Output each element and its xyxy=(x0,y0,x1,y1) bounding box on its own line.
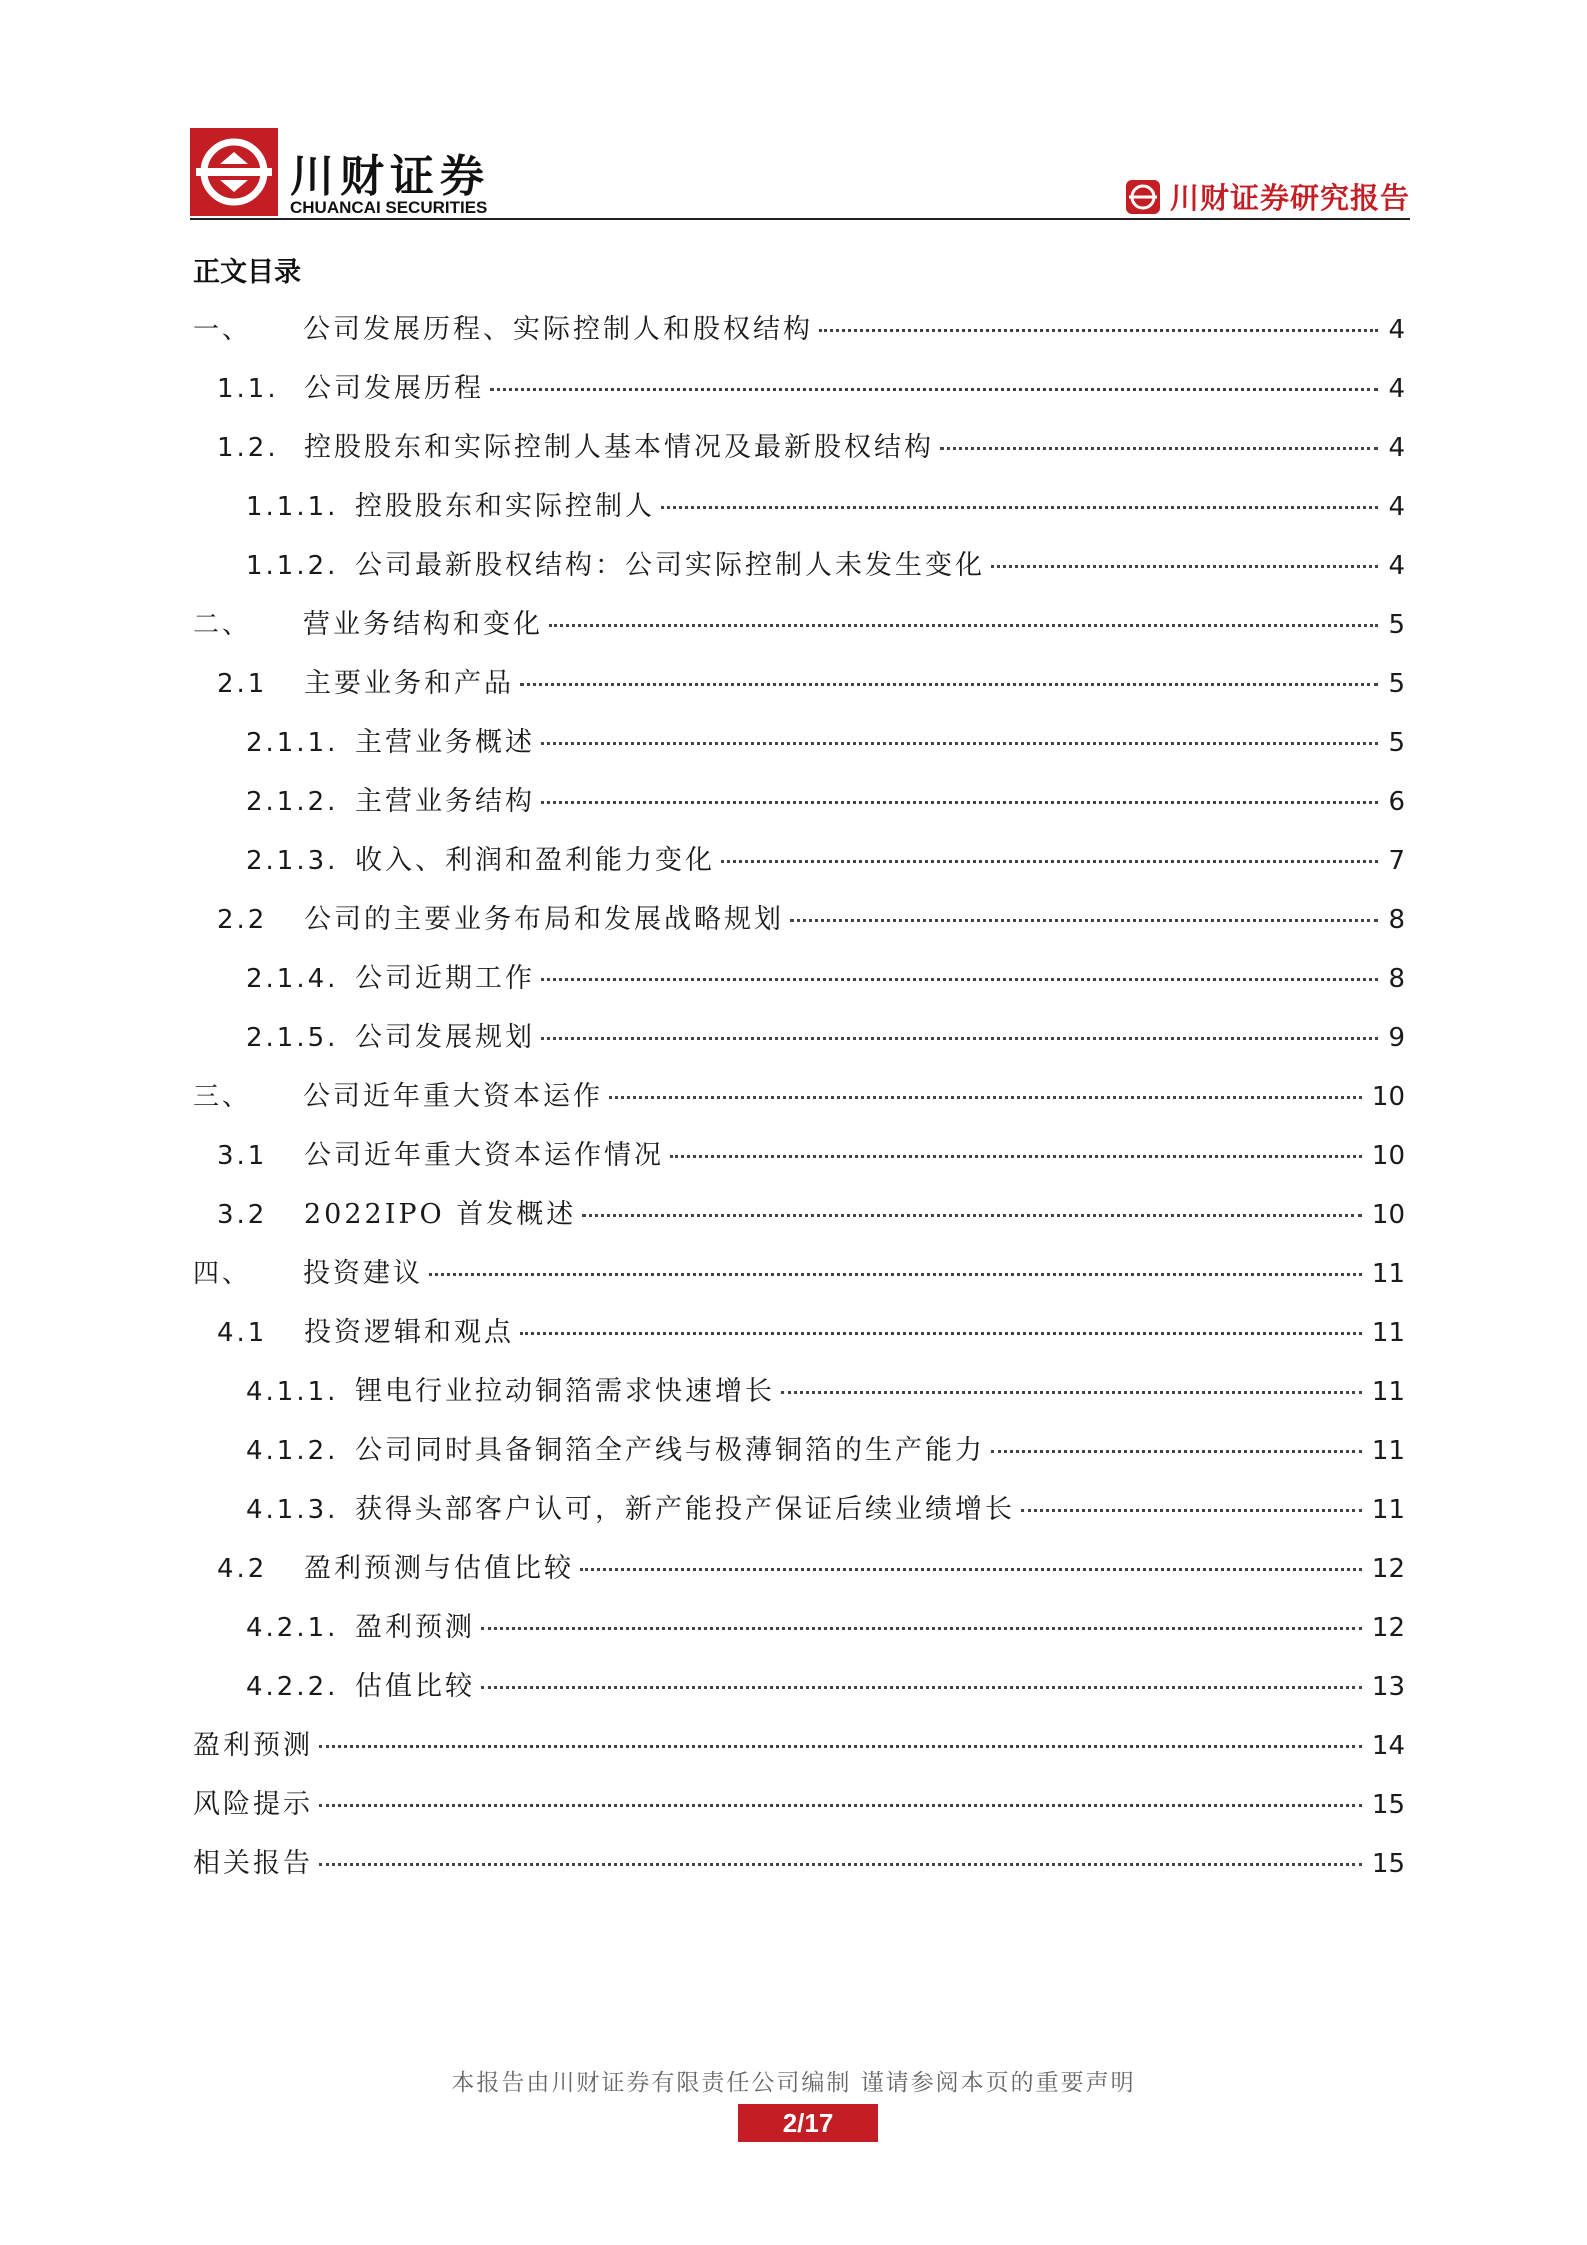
toc-entry[interactable] xyxy=(193,1487,1405,1546)
toc-entry[interactable] xyxy=(193,1369,1405,1428)
toc-entry-number: 2.1.5. xyxy=(246,1023,339,1053)
toc-entry-number: 2.1.3. xyxy=(246,846,339,876)
toc-entry-page[interactable]: 6 xyxy=(1388,787,1405,817)
toc-entry-number: 1.1. xyxy=(217,374,279,404)
toc-dot-leader xyxy=(580,1568,1362,1571)
toc-entry-title[interactable]: 风险提示 xyxy=(193,1789,313,1820)
toc-entry-page[interactable]: 5 xyxy=(1388,728,1405,758)
toc-entry-number: 2.1.2. xyxy=(246,787,339,817)
toc-entry-page[interactable]: 5 xyxy=(1388,669,1405,699)
toc-entry-title[interactable]: 投资逻辑和观点 xyxy=(304,1317,514,1348)
toc-entry-number: 2.2 xyxy=(217,905,268,935)
toc-dot-leader xyxy=(541,801,1378,804)
toc-entry-page[interactable]: 4 xyxy=(1388,551,1405,581)
toc-entry-page[interactable]: 5 xyxy=(1388,610,1405,640)
toc-entry-page[interactable]: 15 xyxy=(1371,1790,1405,1820)
toc-entry[interactable] xyxy=(193,661,1405,720)
toc-heading: 正文目录 xyxy=(193,257,301,288)
toc-entry-number: 4.2.2. xyxy=(246,1672,339,1702)
toc-entry-title[interactable]: 控股股东和实际控制人 xyxy=(355,491,655,522)
toc-entry-title[interactable]: 公司发展历程、实际控制人和股权结构 xyxy=(303,314,813,345)
toc-entry-title[interactable]: 盈利预测 xyxy=(193,1730,313,1761)
toc-entry-title[interactable]: 主营业务结构 xyxy=(355,786,535,817)
toc-entry-number: 1.2. xyxy=(217,433,279,463)
toc-entry[interactable] xyxy=(193,779,1405,838)
toc-entry[interactable] xyxy=(193,1192,1405,1251)
toc-entry-page[interactable]: 4 xyxy=(1388,492,1405,522)
toc-entry-title[interactable]: 盈利预测 xyxy=(355,1612,475,1643)
toc-entry-page[interactable]: 8 xyxy=(1388,964,1405,994)
toc-entry[interactable] xyxy=(193,1133,1405,1192)
toc-dot-leader xyxy=(609,1096,1362,1099)
toc-entry-title[interactable]: 2022IPO 首发概述 xyxy=(304,1199,577,1230)
toc-entry-title[interactable]: 公司近年重大资本运作情况 xyxy=(304,1140,664,1171)
toc-entry-page[interactable]: 10 xyxy=(1371,1082,1405,1112)
logo-english-name: CHUANCAI SECURITIES xyxy=(290,198,488,217)
toc-entry-number: 2.1.1. xyxy=(246,728,339,758)
toc-entry-title[interactable]: 控股股东和实际控制人基本情况及最新股权结构 xyxy=(304,432,934,463)
toc-entry-page[interactable]: 14 xyxy=(1371,1731,1405,1761)
toc-dot-leader xyxy=(490,388,1378,391)
toc-entry-page[interactable]: 11 xyxy=(1371,1495,1405,1525)
toc-entry[interactable] xyxy=(193,1015,1405,1074)
toc-entry-title[interactable]: 锂电行业拉动铜箔需求快速增长 xyxy=(355,1376,775,1407)
toc-entry-title[interactable]: 主营业务概述 xyxy=(355,727,535,758)
toc-entry-page[interactable]: 4 xyxy=(1388,433,1405,463)
toc-entry-title[interactable]: 收入、利润和盈利能力变化 xyxy=(355,845,715,876)
toc-dot-leader xyxy=(661,506,1378,509)
toc-dot-leader xyxy=(520,683,1378,686)
toc-entry[interactable] xyxy=(193,366,1405,425)
toc-dot-leader xyxy=(940,447,1378,450)
toc-dot-leader xyxy=(541,978,1378,981)
toc-dot-leader xyxy=(991,565,1378,568)
logo-chinese-name: 川财证券 xyxy=(290,151,490,202)
toc-entry[interactable] xyxy=(193,897,1405,956)
toc-entry-number: 2.1 xyxy=(217,669,268,699)
toc-dot-leader xyxy=(319,1863,1362,1866)
toc-entry-page[interactable]: 4 xyxy=(1388,374,1405,404)
toc-entry-number: 3.2 xyxy=(217,1200,268,1230)
toc-entry-title[interactable]: 公司发展历程 xyxy=(304,373,484,404)
toc-entry-page[interactable]: 11 xyxy=(1371,1318,1405,1348)
toc-entry-number: 一、 xyxy=(193,315,252,345)
toc-entry[interactable] xyxy=(193,307,1405,366)
toc-entry-title[interactable]: 估值比较 xyxy=(355,1671,475,1702)
toc-dot-leader xyxy=(670,1155,1362,1158)
toc-entry[interactable] xyxy=(193,1074,1405,1133)
toc-entry-page[interactable]: 8 xyxy=(1388,905,1405,935)
brand-small-logo-icon xyxy=(1126,180,1160,214)
toc-entry-number: 2.1.4. xyxy=(246,964,339,994)
toc-entry-number: 4.2.1. xyxy=(246,1613,339,1643)
toc-entry[interactable] xyxy=(193,1664,1405,1723)
toc-dot-leader xyxy=(582,1214,1362,1217)
toc-dot-leader xyxy=(819,329,1378,332)
chuancai-logo-icon xyxy=(190,128,278,216)
toc-entry[interactable] xyxy=(193,425,1405,484)
toc-entry-number: 四、 xyxy=(193,1259,252,1289)
toc-entry-page[interactable]: 11 xyxy=(1371,1436,1405,1466)
toc-entry-title[interactable]: 公司近期工作 xyxy=(355,963,535,994)
toc-dot-leader xyxy=(319,1745,1362,1748)
toc-entry-page[interactable]: 11 xyxy=(1371,1377,1405,1407)
toc-entry-page[interactable]: 13 xyxy=(1371,1672,1405,1702)
toc-dot-leader xyxy=(520,1332,1362,1335)
toc-entry-title[interactable]: 公司近年重大资本运作 xyxy=(303,1081,603,1112)
toc-entry[interactable] xyxy=(193,484,1405,543)
toc-entry-title[interactable]: 公司的主要业务布局和发展战略规划 xyxy=(304,904,784,935)
toc-dot-leader xyxy=(781,1391,1362,1394)
toc-entry-page[interactable]: 10 xyxy=(1371,1200,1405,1230)
toc-entry[interactable] xyxy=(193,1605,1405,1664)
toc-entry[interactable] xyxy=(193,1782,1405,1841)
toc-entry[interactable] xyxy=(193,838,1405,897)
toc-entry-page[interactable]: 12 xyxy=(1371,1613,1405,1643)
toc-entry-number: 4.2 xyxy=(217,1554,268,1584)
toc-entry-title[interactable]: 主要业务和产品 xyxy=(304,668,514,699)
toc-dot-leader xyxy=(481,1627,1362,1630)
toc-dot-leader xyxy=(1021,1509,1362,1512)
toc-dot-leader xyxy=(721,860,1378,863)
toc-entry[interactable] xyxy=(193,956,1405,1015)
toc-entry[interactable] xyxy=(193,1310,1405,1369)
toc-entry-page[interactable]: 7 xyxy=(1388,846,1405,876)
toc-dot-leader xyxy=(319,1804,1362,1807)
toc-entry-title[interactable]: 公司同时具备铜箔全产线与极薄铜箔的生产能力 xyxy=(355,1435,985,1466)
toc-entry-page[interactable]: 9 xyxy=(1388,1023,1405,1053)
toc-entry[interactable] xyxy=(193,720,1405,779)
toc-entry[interactable] xyxy=(193,1428,1405,1487)
toc-dot-leader xyxy=(541,742,1378,745)
toc-entry-title[interactable]: 公司发展规划 xyxy=(355,1022,535,1053)
toc-entry[interactable] xyxy=(193,1546,1405,1605)
toc-entry-title[interactable]: 投资建议 xyxy=(303,1258,423,1289)
toc-entry-number: 三、 xyxy=(193,1082,252,1112)
toc-entry-page[interactable]: 15 xyxy=(1371,1849,1405,1879)
toc-entry-page[interactable]: 4 xyxy=(1388,315,1405,345)
toc-entry-number: 1.1.2. xyxy=(246,551,339,581)
toc-dot-leader xyxy=(991,1450,1362,1453)
toc-entry-number: 3.1 xyxy=(217,1141,268,1171)
header-divider xyxy=(190,218,1410,220)
toc-entry-page[interactable]: 12 xyxy=(1371,1554,1405,1584)
toc-entry[interactable] xyxy=(193,1251,1405,1310)
toc-dot-leader xyxy=(429,1273,1362,1276)
toc-dot-leader xyxy=(790,919,1378,922)
footer-disclaimer: 本报告由川财证券有限责任公司编制 谨请参阅本页的重要声明 xyxy=(451,2070,1136,2096)
toc-entry-title[interactable]: 相关报告 xyxy=(193,1848,313,1879)
toc-entry-number: 二、 xyxy=(193,610,252,640)
toc-entry[interactable] xyxy=(193,602,1405,661)
toc-entry[interactable] xyxy=(193,543,1405,602)
toc-entry-number: 4.1.1. xyxy=(246,1377,339,1407)
toc-dot-leader xyxy=(549,624,1378,627)
toc-entry-page[interactable]: 10 xyxy=(1371,1141,1405,1171)
toc-entry-title[interactable]: 盈利预测与估值比较 xyxy=(304,1553,574,1584)
toc-entry-number: 4.1 xyxy=(217,1318,268,1348)
toc-entry-title[interactable]: 获得头部客户认可，新产能投产保证后续业绩增长 xyxy=(355,1494,1015,1525)
toc-dot-leader xyxy=(481,1686,1362,1689)
table-of-contents xyxy=(193,307,1405,1900)
toc-entry-title[interactable]: 营业务结构和变化 xyxy=(303,609,543,640)
toc-entry-number: 4.1.2. xyxy=(246,1436,339,1466)
page-header xyxy=(190,120,1410,220)
toc-entry-number: 4.1.3. xyxy=(246,1495,339,1525)
toc-dot-leader xyxy=(541,1037,1378,1040)
toc-entry[interactable] xyxy=(193,1841,1405,1900)
report-brand-text: 川财证券研究报告 xyxy=(1169,181,1410,215)
toc-entry-title[interactable]: 公司最新股权结构：公司实际控制人未发生变化 xyxy=(355,550,985,581)
page-number-badge: 2/17 xyxy=(738,2104,878,2142)
toc-entry-page[interactable]: 11 xyxy=(1371,1259,1405,1289)
toc-entry-number: 1.1.1. xyxy=(246,492,339,522)
toc-entry[interactable] xyxy=(193,1723,1405,1782)
report-brand xyxy=(1126,176,1410,217)
